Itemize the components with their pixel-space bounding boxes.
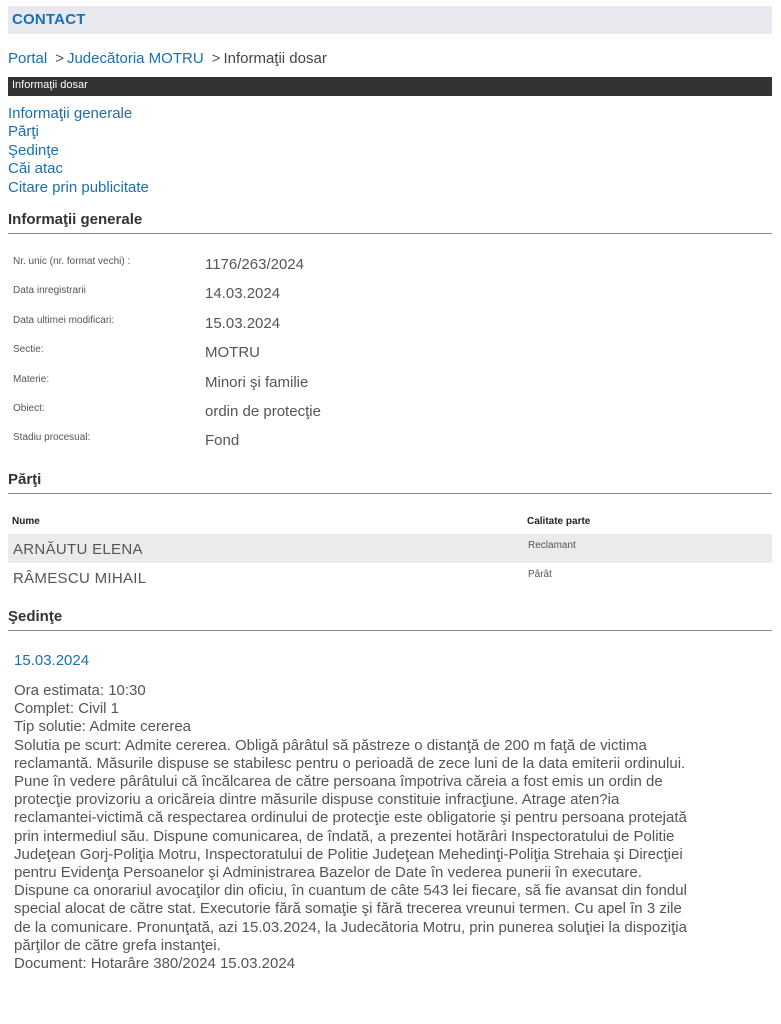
parti-heading: Părţi — [8, 471, 772, 494]
info-label: Data inregistrarii — [13, 285, 86, 297]
hearing-solution-type: Tip solutie: Admite cererea — [14, 718, 192, 736]
hearing-details — [14, 682, 774, 973]
party-row — [8, 534, 772, 563]
hearing-solution-text: Dispune ca onorariul avocaţilor din oficiu, în cuantum de câte 543 lei fiecare, să fie avansat din fondul — [14, 882, 687, 900]
hearing-solution-text: Judeţean Gorj-Poliţia Motru, Inspectoratului de Politie Judeţean Mehedinţi-Poliţia Strehaia şi Direcţiei — [14, 845, 683, 863]
info-value: ordin de protecţie — [205, 402, 321, 420]
general-info-heading: Informaţii generale — [8, 211, 772, 234]
info-label: Sectie: — [13, 344, 44, 356]
party-name: RÂMESCU MIHAIL — [13, 570, 147, 587]
section-title-bar — [8, 77, 772, 96]
anchor-parti[interactable]: Părţi — [8, 123, 39, 141]
hearing-date: 15.03.2024 — [14, 652, 90, 669]
info-label: Materie: — [13, 373, 50, 385]
breadcrumb-current: Informaţii dosar — [223, 50, 327, 67]
hearing-solution-text: protecţie provizoriu a oricăreia dintre măsurile dispuse constituie infracţiune. Atrage aten?ia — [14, 791, 620, 809]
info-value: Minori şi familie — [205, 373, 309, 391]
hearing-solution-text: părţilor de către grefa instanţei. — [14, 936, 221, 954]
hearing-solution-text: de la comunicare. Pronunţată, azi 15.03.2024, la Judecătoria Motru, prin punerea soluţiei la dispoziţia — [14, 918, 687, 936]
info-row-obiect — [8, 397, 772, 426]
info-row-stadiu — [8, 426, 772, 455]
info-row-data-inregistrarii — [8, 279, 772, 308]
info-row-nr-unic — [8, 250, 772, 279]
breadcrumb-separator: > — [211, 50, 221, 67]
info-label: Stadiu procesual: — [13, 432, 91, 444]
party-row — [8, 563, 772, 592]
info-value: 1176/263/2024 — [205, 256, 304, 273]
hearing-solution-text: pentru Evidenţa Persoanelor şi Administrarea Bazelor de Date în vederea punerii în executare. — [14, 864, 642, 882]
info-value: Fond — [205, 432, 240, 450]
breadcrumb-separator: > — [55, 50, 64, 67]
party-name: ARNĂUTU ELENA — [13, 541, 143, 558]
breadcrumb — [8, 50, 327, 67]
info-value: 15.03.2024 — [205, 314, 281, 332]
info-row-data-modificari — [8, 309, 772, 338]
party-quality: Pârât — [528, 569, 552, 580]
party-quality: Reclamant — [528, 540, 576, 551]
column-header-quality: Calitate parte — [527, 516, 591, 527]
hearing-solution-text: prin intermediul său. Dispune comunicarea, de îndată, a prezentei hotărâri Inspectoratului de Politie — [14, 827, 675, 845]
section-anchor-links — [8, 105, 149, 197]
hearing-solution-text: reclamantei-victimă că respectarea ordinului de protecţie este obligatorie şi pentru persoana protejată — [14, 809, 687, 827]
anchor-cai-atac[interactable]: Căi atac — [8, 160, 64, 178]
anchor-sedinte[interactable]: Şedinţe — [8, 141, 59, 159]
info-value: 14.03.2024 — [205, 285, 281, 303]
section-title: Informaţii dosar — [12, 79, 88, 91]
hearing-solution-text: special alocat de către stat. Executorie fără somaţie şi fără trecerea vreunui termen. Cu apel în 3 zile — [14, 900, 682, 918]
breadcrumb-portal-link[interactable]: Portal — [8, 50, 48, 67]
hearing-solution-text: Pune în vedere pârâtului că încălcarea de către persoana împotriva căreia a fost emis un ordin de — [14, 773, 663, 791]
general-info-table — [8, 250, 772, 456]
info-label: Obiect: — [13, 402, 45, 414]
anchor-informatii-generale[interactable]: Informaţii generale — [8, 105, 133, 122]
info-label: Nr. unic (nr. format vechi) : — [13, 256, 131, 267]
info-value: MOTRU — [205, 344, 260, 362]
hearing-solution-text: Solutia pe scurt: Admite cererea. Obligă pârâtul să păstreze o distanţă de 200 m faţă de victima — [14, 736, 647, 754]
column-header-name: Nume — [12, 516, 40, 527]
hearing-panel: Complet: Civil 1 — [14, 700, 120, 718]
info-row-sectie — [8, 338, 772, 367]
sedinte-heading: Şedinţe — [8, 608, 772, 631]
hearing-solution-text: reclamantă. Măsurile dispuse se stabilesc pentru o perioadă de zece luni de la data emiterii ordinului. — [14, 754, 686, 772]
info-label: Data ultimei modificari: — [13, 314, 115, 326]
hearing-estimated-time: Ora estimata: 10:30 — [14, 682, 146, 699]
info-row-materie — [8, 368, 772, 397]
parti-table-header — [8, 514, 772, 532]
hearing-document: Document: Hotarâre 380/2024 15.03.2024 — [14, 955, 296, 973]
anchor-citare-publicitate[interactable]: Citare prin publicitate — [8, 178, 149, 196]
contact-bar[interactable] — [8, 6, 772, 34]
breadcrumb-court-link[interactable]: Judecătoria MOTRU — [66, 50, 204, 67]
contact-link[interactable]: CONTACT — [12, 11, 86, 28]
